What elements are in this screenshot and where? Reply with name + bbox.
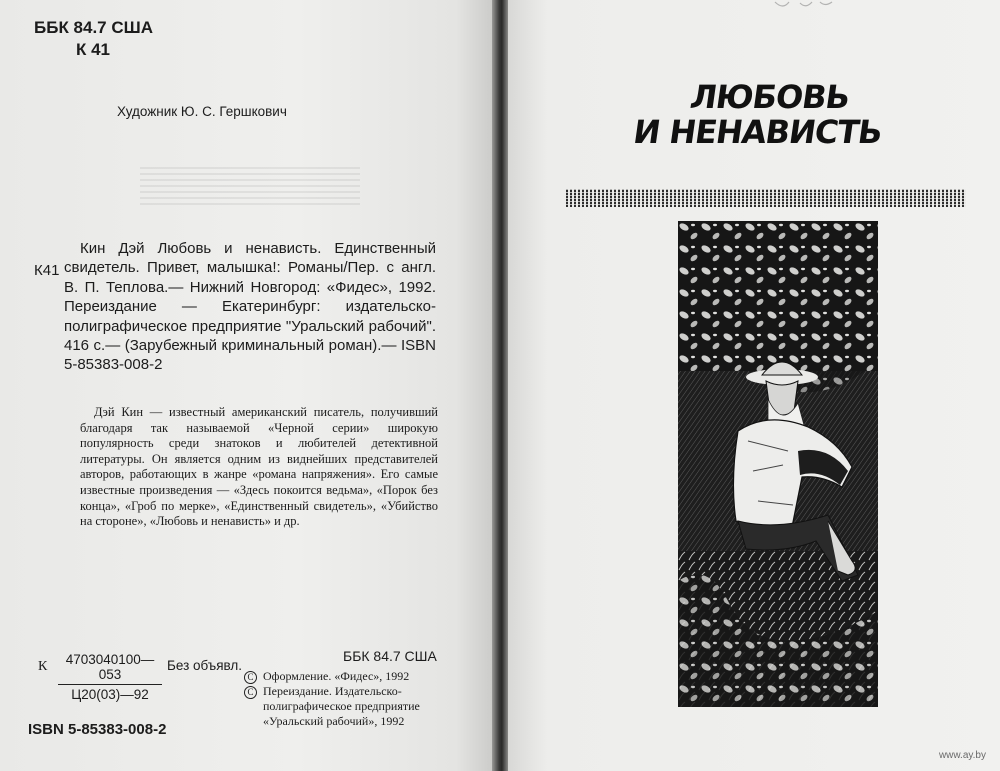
title-line-1: ЛЮБОВЬ	[687, 78, 852, 116]
k-code: К 41	[76, 40, 111, 59]
man-in-hat-illustration-icon	[678, 221, 878, 707]
pencil-mark-icon	[770, 0, 840, 12]
copyright-icon: С	[244, 686, 257, 699]
isbn: ISBN 5-85383-008-2	[28, 721, 167, 738]
title-line-2: И НЕНАВИСТЬ	[630, 113, 885, 151]
right-page	[508, 0, 1000, 771]
k-prefix: К	[38, 659, 48, 674]
annotation-text: Дэй Кин — известный американский писатель, получивший благодаря так называемой «Черной серии» широкую популярность среди знатоков и любителей детективной литературы. Он является одним из виднейших представителей авторов, работающих в жанре «романа напряжения». Его самые известные произведения — «Здесь покоится ведьма», «Порок без конца», «Гроб по мерке», «Единственный свидетель», «Убийство на стороне», «Любовь и ненависть» и др.	[80, 405, 438, 529]
show-through-print	[140, 165, 360, 205]
annotation	[80, 405, 438, 530]
copyright-block	[244, 669, 444, 729]
index-numerator: 4703040100—053	[58, 652, 162, 685]
copyright-icon: С	[244, 671, 257, 684]
copyright-line-1: Оформление. «Фидес», 1992	[263, 669, 410, 683]
decorative-band	[566, 189, 966, 207]
left-page	[0, 0, 496, 771]
publishing-index	[58, 652, 162, 702]
author-line: Кин Дэй	[80, 240, 145, 257]
no-announcement: Без объявл.	[167, 658, 243, 673]
bibliographic-record	[64, 239, 436, 375]
index-denominator: Ц20(03)—92	[71, 687, 149, 702]
book-title	[631, 80, 901, 150]
catalog-mark: К41	[34, 262, 60, 279]
biblio-text: Любовь и ненависть. Единственный свидетель. Привет, малышка!: Романы/Пер. с англ. В. П. Теплова.— Нижний Новгород: «Фидес», 1992. Переиздание — Екатеринбург: издательско-полиграфическое предприятие "Уральский рабочий". 416 с.— (Зарубежный криминальный роман).— ISBN 5-85383-008-2	[64, 240, 436, 374]
artist-credit: Художник Ю. С. Гершкович	[117, 104, 287, 119]
copyright-line-2: Переиздание. Издательско-полиграфическое предприятие «Уральский рабочий», 1992	[263, 684, 420, 728]
bbk-bottom: ББК 84.7 США	[343, 648, 437, 664]
bbk-code: ББК 84.7 США	[34, 18, 153, 37]
watermark: www.ay.by	[938, 750, 986, 761]
